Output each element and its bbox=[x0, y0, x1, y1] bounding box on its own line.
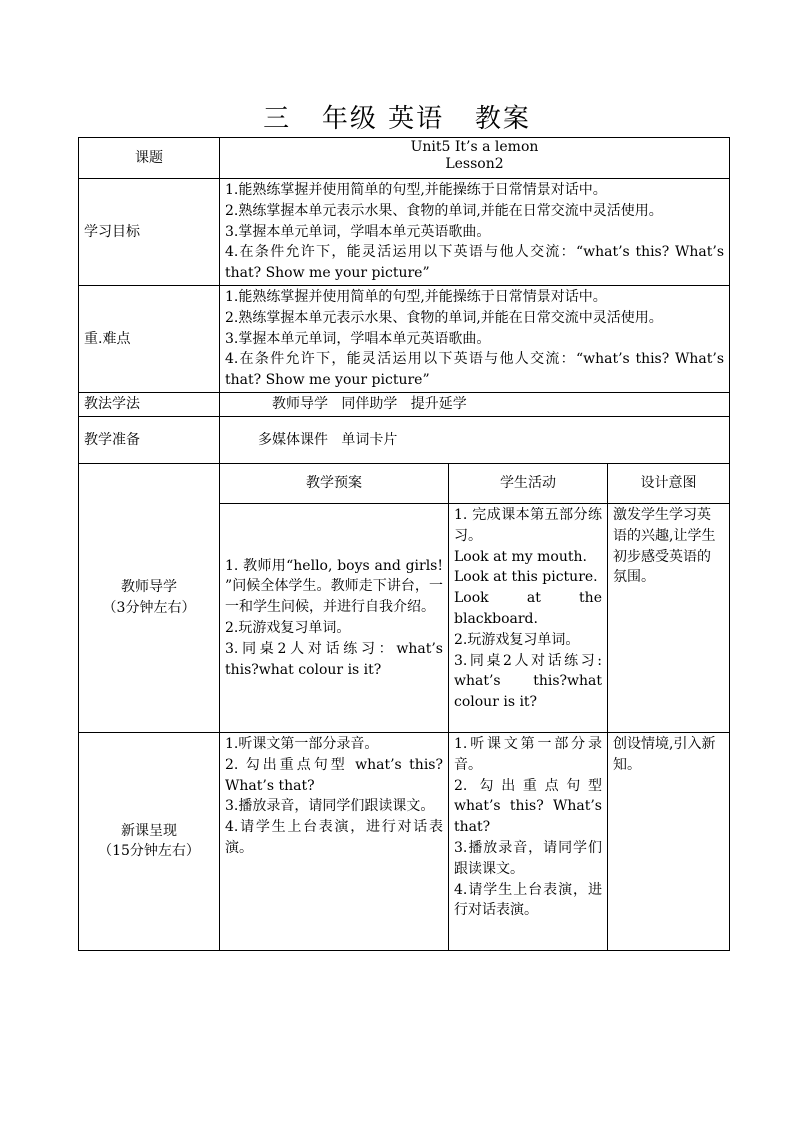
plan-item: 1.听课文第一部分录音。 bbox=[225, 735, 379, 752]
topic-row bbox=[79, 138, 730, 179]
methods-label: 教法学法 bbox=[79, 392, 220, 416]
activity-item: Look at this picture. bbox=[454, 569, 598, 586]
objective-item: 4.在条件允许下，能灵活运用以下英语与他人交流：“what’s this? What’s that? Show me your picture” bbox=[225, 244, 725, 282]
activity-item: 3.播放录音，请同学们跟读课文。 bbox=[454, 839, 602, 877]
keypoint-item: 4.在条件允许下，能灵活运用以下英语与他人交流：“what’s this? What’s that? Show me your picture” bbox=[225, 351, 725, 389]
unit-title: Unit5 It’s a lemon bbox=[410, 139, 539, 155]
activity-item: 4.请学生上台表演，进行对话表演。 bbox=[454, 881, 602, 919]
lesson-plan-table bbox=[78, 137, 730, 951]
stage-activity-cell bbox=[449, 503, 608, 732]
topic-label: 课题 bbox=[79, 138, 220, 179]
plan-item: 4.请学生上台表演，进行对话表演。 bbox=[225, 819, 443, 856]
methods-value: 教师导学 同伴助学 提升延学 bbox=[220, 392, 730, 416]
col-header-plan: 教学预案 bbox=[220, 463, 449, 503]
activity-item: Look at the blackboard. bbox=[454, 590, 602, 627]
lesson-number: Lesson2 bbox=[445, 156, 504, 172]
plan-item: 1. 教师用“hello, boys and girls! ”问候全体学生。教师走下讲台，一一和学生问候，并进行自我介绍。 bbox=[225, 557, 443, 616]
stage-plan-cell bbox=[220, 732, 449, 950]
activity-item: Look at my mouth. bbox=[454, 548, 587, 565]
keypoints-row bbox=[79, 285, 730, 392]
stage-intent-cell: 创设情境,引入新知。 bbox=[608, 732, 730, 950]
col-header-activity: 学生活动 bbox=[449, 463, 608, 503]
stage-name: 新课呈现 bbox=[121, 822, 177, 839]
keypoint-item: 1.能熟练掌握并使用简单的句型,并能操练于日常情景对话中。 bbox=[225, 288, 607, 305]
stage-plan-cell bbox=[220, 503, 449, 732]
objective-item: 3.掌握本单元单词，学唱本单元英语歌曲。 bbox=[225, 223, 491, 240]
objectives-value bbox=[220, 179, 730, 286]
prep-row bbox=[79, 416, 730, 463]
plan-item: 3.播放录音，请同学们跟读课文。 bbox=[225, 798, 435, 815]
keypoints-label: 重.难点 bbox=[79, 285, 220, 392]
plan-item: 3.同桌2人对话练习：what’s this?what colour is it? bbox=[225, 640, 443, 678]
objectives-label: 学习目标 bbox=[79, 179, 220, 286]
keypoints-value bbox=[220, 285, 730, 392]
objectives-row bbox=[79, 179, 730, 286]
prep-label: 教学准备 bbox=[79, 416, 220, 463]
stage-time: （15分钟左右） bbox=[98, 843, 200, 860]
stage-activity-cell bbox=[449, 732, 608, 950]
stage-name: 教师导学 bbox=[121, 579, 177, 596]
keypoint-item: 3.掌握本单元单词，学唱本单元英语歌曲。 bbox=[225, 330, 491, 347]
activity-item: 1.听课文第一部分录音。 bbox=[454, 735, 602, 773]
stage-row bbox=[79, 732, 730, 950]
objective-item: 1.能熟练掌握并使用简单的句型,并能操练于日常情景对话中。 bbox=[225, 182, 607, 198]
activity-item: 1. 完成课本第五部分练习。 bbox=[454, 506, 602, 544]
topic-value bbox=[220, 138, 730, 179]
col-header-intent: 设计意图 bbox=[608, 463, 730, 503]
stage-time: （3分钟左右） bbox=[102, 599, 196, 616]
prep-value: 多媒体课件 单词卡片 bbox=[220, 416, 730, 463]
activity-item: 2. 勾出重点句型 what’s this? What’s that? bbox=[454, 777, 602, 836]
plan-item: 2. 勾出重点句型 what’s this? What’s that? bbox=[225, 756, 443, 794]
plan-item: 2.玩游戏复习单词。 bbox=[225, 619, 351, 636]
stage-header-row bbox=[79, 463, 730, 503]
stage-intent-cell: 激发学生学习英语的兴趣,让学生初步感受英语的氛围。 bbox=[608, 503, 730, 732]
keypoint-item: 2.熟练掌握本单元表示水果、食物的单词,并能在日常交流中灵活使用。 bbox=[225, 309, 663, 326]
stage-label-new-lesson bbox=[79, 732, 220, 950]
page-title: 三 年级 英语 教案 bbox=[263, 104, 531, 134]
activity-item: 3.同桌2人对话练习: what’s this?what colour is it? bbox=[454, 652, 602, 711]
methods-row bbox=[79, 392, 730, 416]
stage-label-teacher-guide bbox=[79, 463, 220, 732]
activity-item: 2.玩游戏复习单词。 bbox=[454, 631, 580, 648]
objective-item: 2.熟练掌握本单元表示水果、食物的单词,并能在日常交流中灵活使用。 bbox=[225, 202, 663, 219]
